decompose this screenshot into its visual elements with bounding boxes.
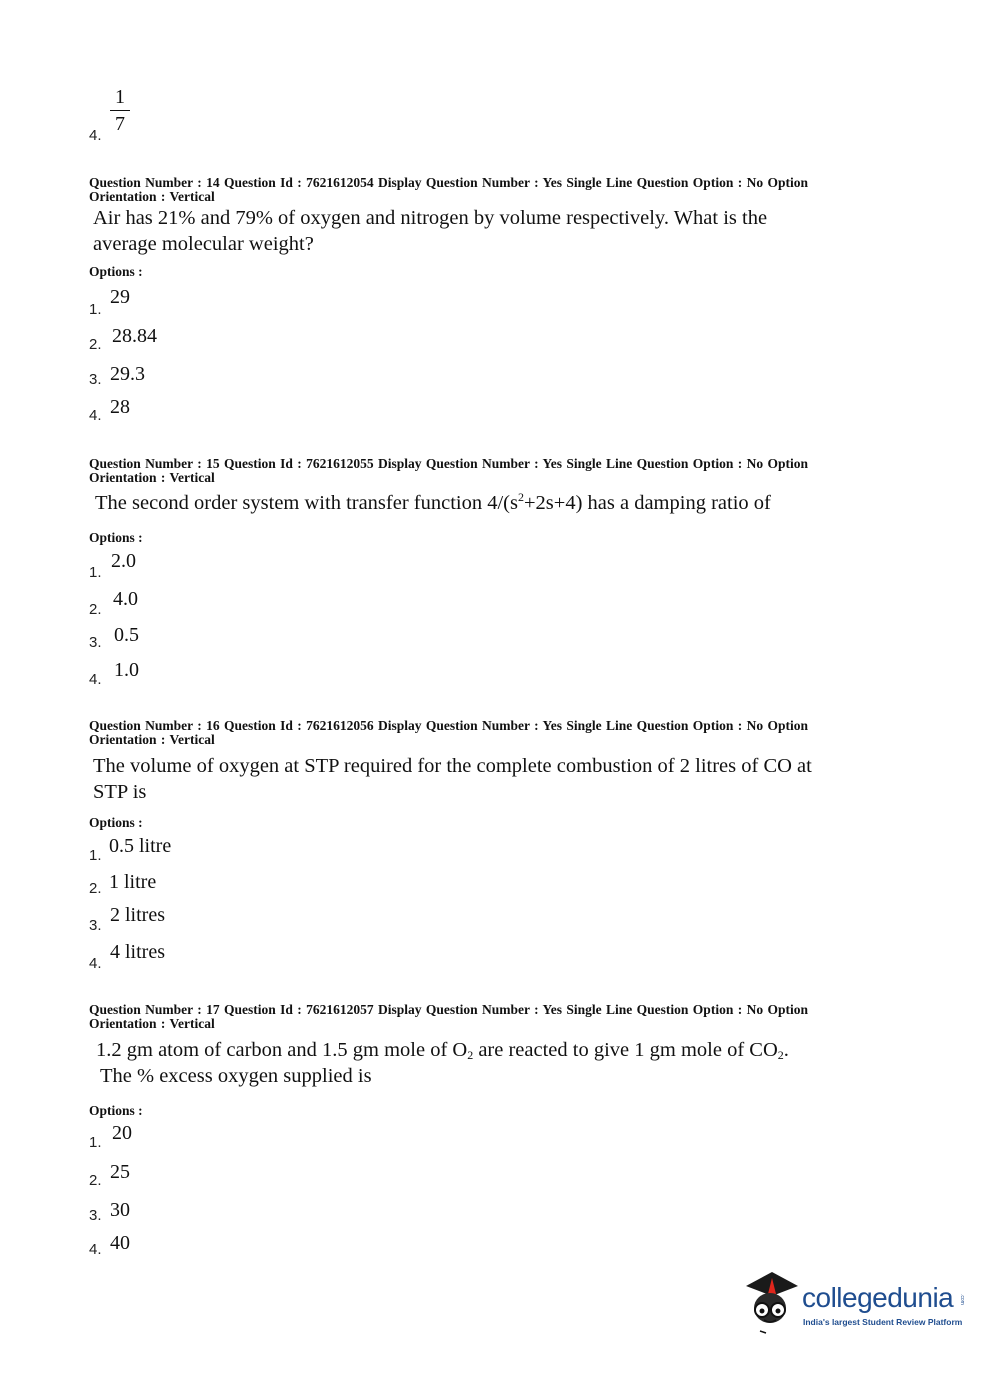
subscript: 2: [777, 1048, 784, 1062]
options-label: Options :: [89, 264, 143, 279]
option-number[interactable]: 4.: [89, 671, 102, 688]
option-number[interactable]: 1.: [89, 847, 102, 864]
superscript: 2: [517, 490, 524, 504]
logo-brand: collegedunia: [802, 1282, 954, 1313]
option-value[interactable]: 2.0: [111, 550, 136, 572]
option-value[interactable]: 0.5 litre: [109, 835, 172, 857]
meta-line-1: Question Number : 16 Question Id : 7621612056 Display Question Number : Yes Single Line Question Option : No Option: [89, 718, 808, 733]
option-number[interactable]: 4.: [89, 955, 102, 972]
option-value[interactable]: 1.0: [114, 659, 139, 681]
question-line-1: Air has 21% and 79% of oxygen and nitrogen by volume respectively. What is the: [93, 207, 768, 229]
option-value[interactable]: 2 litres: [110, 904, 165, 926]
option-value[interactable]: 30: [110, 1199, 130, 1221]
option-number[interactable]: 3.: [89, 371, 102, 388]
fraction-option: [110, 86, 130, 135]
logo-com: .com: [959, 1294, 965, 1305]
option-value[interactable]: 29.3: [110, 363, 145, 385]
option-number[interactable]: 3.: [89, 1207, 102, 1224]
options-label: Options :: [89, 815, 143, 830]
subscript: 2: [467, 1048, 474, 1062]
question-17-text: [96, 1037, 896, 1089]
options-label: Options :: [89, 530, 143, 545]
meta-line-1: Question Number : 14 Question Id : 7621612054 Display Question Number : Yes Single Line Question Option : No Option: [89, 175, 808, 190]
fraction-denominator: 7: [115, 113, 125, 135]
options-label: Options :: [89, 1103, 143, 1118]
question-line-2: The % excess oxygen supplied is: [100, 1065, 372, 1087]
mascot-icon: [742, 1268, 802, 1338]
fraction-bar: [110, 110, 130, 111]
option-value[interactable]: 4 litres: [110, 941, 165, 963]
logo-tagline: India's largest Student Review Platform: [803, 1317, 963, 1327]
question-line-1: The volume of oxygen at STP required for the complete combustion of 2 litres of CO at: [93, 755, 812, 777]
question-text-part: +2s+4) has a damping ratio of: [523, 492, 771, 514]
question-15-text: [95, 490, 895, 516]
meta-line-1: Question Number : 15 Question Id : 7621612055 Display Question Number : Yes Single Line Question Option : No Option: [89, 456, 808, 471]
question-text-part: .: [783, 1039, 789, 1061]
collegedunia-logo[interactable]: [742, 1268, 967, 1338]
meta-line-1: Question Number : 17 Question Id : 7621612057 Display Question Number : Yes Single Line Question Option : No Option: [89, 1002, 808, 1017]
question-15-meta: [89, 457, 869, 485]
option-value[interactable]: 28.84: [112, 325, 157, 347]
meta-line-2: Orientation : Vertical: [89, 189, 215, 204]
option-value[interactable]: 1 litre: [109, 871, 157, 893]
fraction-numerator: 1: [115, 86, 125, 108]
meta-line-2: Orientation : Vertical: [89, 470, 215, 485]
option-value[interactable]: 29: [110, 286, 130, 308]
question-text-part: The second order system with transfer function 4/(s: [95, 492, 518, 514]
question-text-part: 1.2 gm atom of carbon and 1.5 gm mole of O: [96, 1039, 468, 1061]
question-16-text: [93, 753, 893, 805]
question-line-2: STP is: [93, 781, 147, 803]
option-number: 4.: [89, 127, 102, 144]
option-number[interactable]: 1.: [89, 564, 102, 581]
option-number[interactable]: 4.: [89, 407, 102, 424]
option-value[interactable]: 0.5: [114, 624, 139, 646]
question-16-meta: [89, 719, 869, 747]
question-17-meta: [89, 1003, 869, 1031]
option-number[interactable]: 4.: [89, 1241, 102, 1258]
option-number[interactable]: 2.: [89, 880, 102, 897]
question-text-part: are reacted to give 1 gm mole of CO: [473, 1039, 778, 1061]
question-line-1: [96, 1037, 896, 1063]
question-line-2: average molecular weight?: [93, 233, 314, 255]
question-14-meta: [89, 176, 869, 204]
meta-line-2: Orientation : Vertical: [89, 1016, 215, 1031]
option-number[interactable]: 2.: [89, 601, 102, 618]
option-value[interactable]: 4.0: [113, 588, 138, 610]
option-number[interactable]: 1.: [89, 301, 102, 318]
option-value[interactable]: 25: [110, 1161, 130, 1183]
option-value[interactable]: 40: [110, 1232, 130, 1254]
option-number[interactable]: 2.: [89, 1172, 102, 1189]
option-number[interactable]: 2.: [89, 336, 102, 353]
option-number[interactable]: 1.: [89, 1134, 102, 1151]
meta-line-2: Orientation : Vertical: [89, 732, 215, 747]
option-value[interactable]: 28: [110, 396, 130, 418]
option-value[interactable]: 20: [112, 1122, 132, 1144]
option-number[interactable]: 3.: [89, 917, 102, 934]
option-number[interactable]: 3.: [89, 634, 102, 651]
question-14-text: [93, 205, 893, 257]
